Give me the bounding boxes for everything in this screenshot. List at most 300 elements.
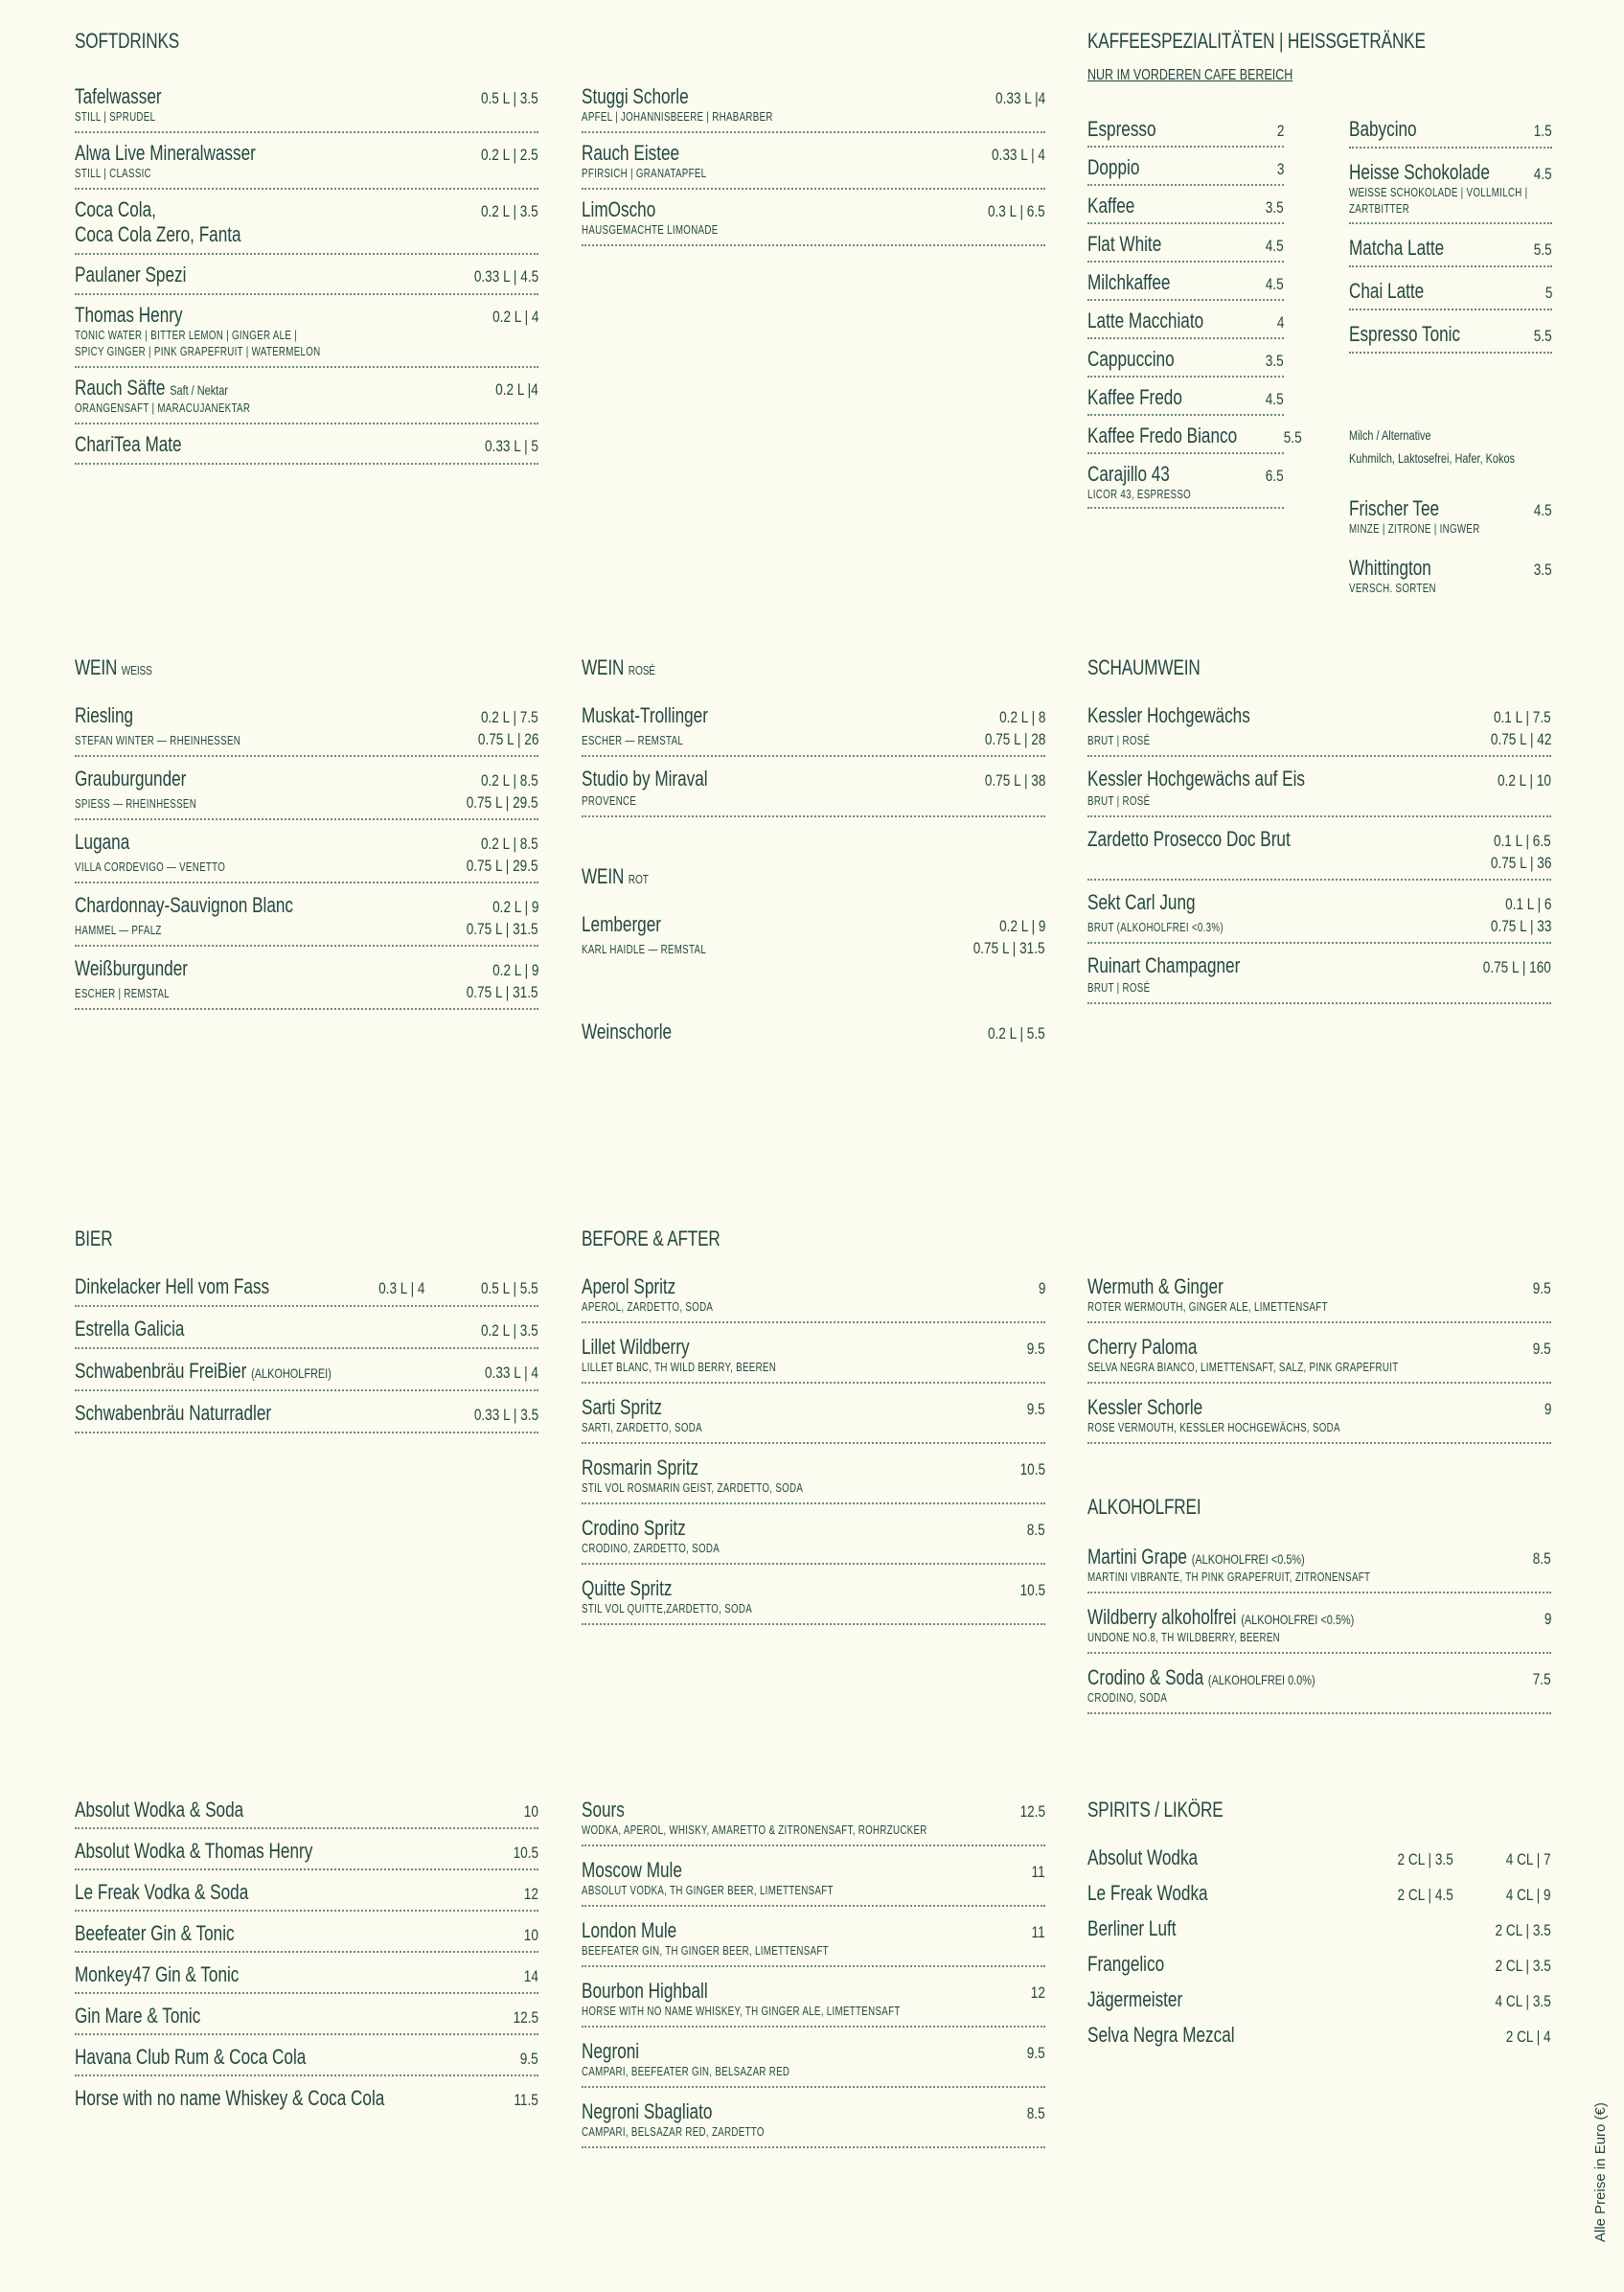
item-price: 0.2 L | 2.5: [481, 146, 538, 164]
item-name-text: Chai Latte: [1349, 279, 1425, 303]
item-price: 9.5: [1027, 1400, 1045, 1418]
item-row-second: [1087, 793, 1551, 810]
item-name-text: Dinkelacker Hell vom Fass: [75, 1274, 270, 1298]
menu-item: [1349, 160, 1552, 224]
item-price: 0.1 L | 6.5: [1494, 832, 1551, 850]
item-price-bottle: 0.75 L | 29.5: [467, 857, 538, 875]
item-name: [75, 2045, 306, 2070]
menu-item: [1087, 890, 1551, 944]
item-row: [75, 1839, 538, 1864]
item-row: [1087, 309, 1284, 333]
item-name: [75, 263, 186, 287]
item-row: [582, 141, 1045, 166]
item-name-text: Sarti Spritz: [582, 1395, 662, 1419]
item-price: 0.33 L | 4.5: [473, 267, 538, 286]
item-row: [1087, 462, 1284, 487]
menu-item: [582, 1516, 1045, 1565]
item-name-small: (ALKOHOLFREI 0.0%): [1207, 1672, 1315, 1687]
section-heading: SOFTDRINKS: [75, 29, 180, 53]
item-name: [1087, 827, 1291, 852]
item-name: [75, 1274, 269, 1299]
item-price: 9: [1038, 1279, 1045, 1297]
item-name: [75, 1359, 332, 1384]
menu-item: [75, 1839, 538, 1870]
item-row: [1087, 270, 1284, 295]
item-description: HAMMEL — PFALZ: [75, 924, 162, 937]
item-description: LILLET BLANC, TH WILD BERRY, BEEREN: [582, 1361, 777, 1374]
menu-item: [75, 141, 538, 190]
item-row: [1087, 1274, 1551, 1299]
item-description: MARTINI VIBRANTE, TH PINK GRAPEFRUIT, ZITRONENSAFT: [1087, 1570, 1371, 1584]
item-name-text: Crodino & Soda: [1087, 1665, 1204, 1689]
item-row: [75, 1962, 538, 1987]
item-row: [1087, 194, 1284, 218]
item-name: [1087, 1916, 1177, 1941]
item-name-text: Schwabenbräu FreiBier: [75, 1359, 247, 1383]
item-name-text: Chardonnay-Sauvignon Blanc: [75, 893, 294, 917]
item-name-text: Matcha Latte: [1349, 236, 1445, 260]
item-price: 9: [1544, 1610, 1551, 1628]
menu-item: [582, 767, 1045, 817]
item-price: 9.5: [1027, 2044, 1045, 2062]
item-price: 0.75 L | 160: [1482, 958, 1551, 976]
menu-item: [75, 767, 538, 820]
item-price: 0.33 L | 4: [485, 1364, 538, 1382]
item-row: [1087, 703, 1551, 728]
item-price: 2 CL | 3.5: [1495, 1957, 1551, 1975]
item-description: MINZE | ZITRONE | INGWER: [1349, 522, 1480, 536]
schaumwein-section: [1087, 655, 1551, 680]
item-description: STIL VOL ROSMARIN GEIST, ZARDETTO, SODA: [582, 1481, 804, 1495]
menu-item: [582, 1979, 1045, 2028]
item-row: [1087, 953, 1551, 978]
menu-item: [582, 2099, 1045, 2148]
menu-item: [1087, 117, 1284, 148]
item-name: [1087, 1845, 1198, 1870]
item-row: [582, 1455, 1045, 1480]
item-name: [75, 1839, 312, 1864]
item-price: 0.1 L | 6: [1504, 895, 1551, 913]
item-row: [75, 1921, 538, 1946]
item-row: [582, 1858, 1045, 1883]
item-name-text: Wermuth & Ginger: [1087, 1274, 1224, 1298]
item-name: [1087, 1335, 1197, 1360]
item-price: 0.2 L | 8: [998, 708, 1045, 726]
item-description: BRUT (ALKOHOLFREI <0.3%): [1087, 921, 1224, 934]
item-row: [582, 197, 1045, 222]
item-row: [1349, 117, 1552, 142]
item-name-text: Absolut Wodka: [1087, 1845, 1199, 1869]
item-price: 3.5: [1266, 198, 1284, 217]
item-price: 3.5: [1534, 561, 1552, 579]
before-after-column-2: [1087, 1274, 1551, 1455]
item-price: 12: [523, 1885, 538, 1903]
menu-item: [75, 956, 538, 1010]
section-heading: WEIN ROT: [582, 864, 649, 888]
item-name-text: Ruinart Champagner: [1087, 953, 1241, 977]
item-description: CAMPARI, BELSAZAR RED, ZARDETTO: [582, 2125, 765, 2139]
item-price-bottle: 0.75 L | 28: [984, 730, 1045, 748]
item-name: [75, 1401, 271, 1426]
item-row: [75, 263, 538, 287]
item-name: [75, 1921, 235, 1946]
menu-item: [1087, 1665, 1551, 1714]
item-price: 0.2 L |4: [495, 380, 538, 399]
item-name-text: Thomas Henry: [75, 303, 183, 327]
item-name-text: Bourbon Highball: [582, 1979, 708, 2003]
item-name: [582, 2039, 639, 2064]
menu-item: [1087, 1605, 1551, 1654]
item-description: ESCHER | REMSTAL: [75, 987, 170, 1000]
item-price: 12.5: [1019, 1802, 1045, 1821]
item-row: [1087, 117, 1284, 142]
item-name: [582, 1395, 662, 1420]
item-price: 4.5: [1266, 237, 1284, 255]
item-row: [75, 303, 538, 328]
item-row: [1349, 160, 1552, 185]
item-row: [1087, 1987, 1551, 2012]
item-price-bottle: 0.75 L | 31.5: [467, 983, 538, 1001]
section-heading: SPIRITS / LIKÖRE: [1087, 1798, 1224, 1822]
item-description: HORSE WITH NO NAME WHISKEY, TH GINGER ALE, LIMETTENSAFT: [582, 2005, 901, 2018]
item-name: [582, 1979, 708, 2004]
item-price: 1.5: [1534, 122, 1552, 140]
item-description: VERSCH. SORTEN: [1349, 582, 1436, 595]
item-name-text: Aperol Spritz: [582, 1274, 676, 1298]
item-price: 0.75 L | 38: [984, 771, 1045, 790]
menu-item: [75, 1401, 538, 1433]
item-price: 4: [1276, 313, 1284, 332]
item-name-text: Lillet Wildberry: [582, 1335, 690, 1359]
item-name-text: Crodino Spritz: [582, 1516, 686, 1540]
item-price: 4.5: [1266, 390, 1284, 408]
item-description: ROSE VERMOUTH, KESSLER HOCHGEWÄCHS, SODA: [1087, 1421, 1340, 1434]
item-row: [1087, 890, 1551, 915]
menu-item: [1087, 1274, 1551, 1323]
item-price: 10.5: [513, 1844, 538, 1862]
item-name: [582, 197, 655, 222]
item-name-text: Stuggi Schorle: [582, 84, 689, 108]
item-name-text: Estrella Galicia: [75, 1317, 185, 1341]
item-name: [1087, 385, 1182, 410]
kaffee-column-2: [1349, 117, 1552, 365]
item-row: [582, 84, 1045, 109]
item-price: 5: [1544, 284, 1552, 302]
menu-item: [1087, 1881, 1551, 1909]
item-row: [582, 2099, 1045, 2124]
item-row-second: [1087, 854, 1551, 873]
softdrinks-column-2: [582, 84, 1045, 254]
item-price: 0.2 L | 5.5: [988, 1024, 1045, 1043]
item-name-small: (ALKOHOLFREI <0.5%): [1191, 1551, 1305, 1567]
item-name: [1087, 117, 1156, 142]
item-description: STEFAN WINTER — RHEINHESSEN: [75, 734, 241, 747]
menu-item: [1349, 322, 1552, 354]
softdrinks-column-1: [75, 84, 538, 472]
item-name: [1349, 236, 1444, 261]
menu-item: [1087, 1545, 1551, 1593]
item-name: [582, 1274, 675, 1299]
item-description: CAMPARI, BEEFEATER GIN, BELSAZAR RED: [582, 2065, 790, 2078]
menu-item: [1349, 117, 1552, 149]
menu-item: [75, 1317, 538, 1349]
bier-list: [75, 1274, 538, 1443]
spirits-list: [1087, 1845, 1551, 2058]
milk-options: [1349, 424, 1552, 470]
item-price: 0.33 L | 3.5: [473, 1406, 538, 1424]
section-heading: WEIN ROSÉ: [582, 655, 655, 679]
menu-item: [582, 1798, 1045, 1846]
item-price: 0.2 L | 9: [998, 917, 1045, 935]
before-after-column-1: [582, 1274, 1045, 1637]
item-row: [1087, 767, 1551, 791]
item-name: [1087, 2023, 1235, 2048]
item-row: [1087, 232, 1284, 257]
item-name-text: Frischer Tee: [1349, 496, 1440, 520]
item-price: 8.5: [1027, 2104, 1045, 2122]
item-price: 11: [1031, 1863, 1045, 1881]
item-name-text: Wildberry alkoholfrei: [1087, 1605, 1237, 1629]
item-description: ZARTBITTER: [1349, 202, 1410, 216]
section-heading: BIER: [75, 1226, 113, 1250]
item-name: [75, 197, 241, 247]
item-price: 7.5: [1533, 1670, 1551, 1688]
item-name-text: LimOscho: [582, 197, 656, 221]
item-description: APFEL | JOHANNISBEERE | RHABARBER: [582, 110, 773, 124]
menu-item: [582, 1918, 1045, 1967]
menu-item: [1087, 462, 1284, 509]
item-name: Weinschorle: [582, 1020, 673, 1043]
menu-item: [1087, 194, 1284, 224]
wein-rot-section: [582, 864, 1045, 889]
item-row: [75, 1798, 538, 1822]
menu-item: [1349, 236, 1552, 267]
item-price: 4.5: [1266, 275, 1284, 293]
item-name-text: Grauburgunder: [75, 767, 187, 791]
item-row: [75, 1401, 538, 1426]
item-name-text: Cherry Paloma: [1087, 1335, 1198, 1359]
item-row: [1087, 155, 1284, 180]
item-name: [75, 1880, 248, 1905]
item-name-text: Havana Club Rum & Coca Cola: [75, 2045, 307, 2069]
item-row: [1087, 1881, 1551, 1906]
item-name-text: Rosmarin Spritz: [582, 1455, 699, 1479]
section-heading: SCHAUMWEIN: [1087, 655, 1201, 679]
item-name: [75, 956, 188, 981]
menu-item: [582, 1335, 1045, 1384]
item-price: 0.2 L | 3.5: [481, 202, 538, 220]
item-name: [1087, 1605, 1354, 1630]
item-row: [1087, 1665, 1551, 1690]
item-price: 9.5: [520, 2050, 538, 2068]
item-price: 0.33 L |4: [995, 89, 1045, 107]
menu-item: [1087, 1952, 1551, 1980]
item-description: TONIC WATER | BITTER LEMON | GINGER ALE |: [75, 329, 298, 342]
item-name: [1087, 270, 1170, 295]
item-price-bottle: 0.75 L | 36: [1490, 854, 1551, 872]
item-name-text: Negroni Sbagliato: [582, 2099, 713, 2123]
menu-item: [75, 303, 538, 368]
item-row-second: [1087, 730, 1551, 749]
item-name: [582, 1576, 672, 1601]
item-row: [75, 1359, 538, 1384]
item-price: 12.5: [513, 2008, 538, 2027]
item-description: STIL VOL QUITTE,ZARDETTO, SODA: [582, 1602, 753, 1616]
item-row-second: [1087, 980, 1551, 997]
menu-item: [1349, 496, 1552, 542]
footer-note: Alle Preise in Euro (€): [1592, 2102, 1609, 2242]
wein-rose-section: [582, 655, 1045, 680]
item-row: [75, 1880, 538, 1905]
item-name-text: Rauch Säfte: [75, 376, 166, 400]
before-after-section: [582, 1226, 1045, 1251]
item-price: 9.5: [1533, 1340, 1551, 1358]
section-heading: ALKOHOLFREI: [1087, 1495, 1201, 1519]
kaffee-column-2b: [1349, 496, 1552, 615]
item-name-text: Latte Macchiato: [1087, 309, 1204, 332]
menu-item: [582, 1274, 1045, 1323]
item-name: [1087, 155, 1139, 180]
item-description: SARTI, ZARDETTO, SODA: [582, 1421, 702, 1434]
item-row: [1087, 424, 1302, 448]
item-description: ESCHER — REMSTAL: [582, 734, 684, 747]
menu-item: [75, 893, 538, 947]
item-row-second: [75, 920, 538, 939]
menu-item: [1087, 827, 1551, 881]
menu-item: [1349, 556, 1552, 602]
item-description: LICOR 43, ESPRESSO: [1087, 488, 1192, 501]
menu-item: [1087, 232, 1284, 263]
item-row: [1087, 1545, 1551, 1570]
wein-weiss-list: [75, 703, 538, 1020]
item-price: 5.5: [1534, 327, 1552, 345]
schaumwein-list: [1087, 703, 1551, 1014]
menu-item: [1087, 953, 1551, 1004]
item-price: 0.5 L | 5.5: [481, 1279, 538, 1297]
menu-item: [1087, 1916, 1551, 1944]
item-name-text: Flat White: [1087, 232, 1162, 256]
item-name: [75, 2086, 384, 2111]
item-name: [582, 84, 689, 109]
item-name-text: Babycino: [1349, 117, 1417, 141]
item-name-text: Le Freak Vodka & Soda: [75, 1880, 249, 1904]
menu-item: [1087, 1987, 1551, 2015]
item-name: [1087, 890, 1196, 915]
item-name: [1087, 767, 1305, 791]
cocktails-list: [582, 1798, 1045, 2160]
item-price: 0.2 L | 8.5: [481, 771, 538, 790]
item-row: [1087, 347, 1284, 372]
menu-item: [1087, 767, 1551, 817]
item-price-small: 2 CL | 3.5: [1397, 1850, 1453, 1868]
milk-title: Milch / Alternative: [1349, 427, 1431, 443]
item-row: [582, 1979, 1045, 2004]
item-row: [1087, 1845, 1551, 1870]
menu-item: [75, 703, 538, 757]
item-row: [75, 2045, 538, 2070]
item-name: [1087, 424, 1237, 448]
item-row: [75, 956, 538, 981]
item-description: WEISSE SCHOKOLADE | VOLLMILCH |: [1349, 186, 1528, 199]
item-name-text: Negroni: [582, 2039, 640, 2063]
section-heading: BEFORE & AFTER: [582, 1226, 721, 1250]
item-name-text: Kaffee: [1087, 194, 1135, 218]
item-name: [1349, 556, 1431, 581]
item-name: [1087, 1665, 1315, 1690]
item-name-text: Monkey47 Gin & Tonic: [75, 1962, 240, 1986]
item-row: [1087, 827, 1551, 852]
item-name: [75, 141, 256, 166]
item-row-second: [75, 983, 538, 1002]
wein-rot-list: [582, 912, 1045, 974]
item-name: [1087, 309, 1203, 333]
item-price: 10.5: [1019, 1460, 1045, 1478]
item-row: [1349, 496, 1552, 521]
item-row: [75, 197, 538, 247]
menu-item: [75, 432, 538, 465]
menu-item: [75, 1798, 538, 1829]
menu-item: [1087, 385, 1284, 416]
item-name-small: (ALKOHOLFREI): [251, 1365, 332, 1381]
longdrinks-list: [75, 1798, 538, 2125]
item-price: 9.5: [1027, 1340, 1045, 1358]
item-row-second: [582, 939, 1045, 958]
item-name: [582, 1335, 690, 1360]
item-row: [1349, 236, 1552, 261]
item-description: KARL HAIDLE — REMSTAL: [582, 943, 707, 956]
item-row: [1087, 1952, 1551, 1977]
item-name: [1087, 194, 1134, 218]
item-name: [1087, 1274, 1224, 1299]
menu-item: [75, 376, 538, 424]
item-description: SPIESS — RHEINHESSEN: [75, 797, 197, 811]
bier-section: [75, 1226, 538, 1251]
milk-options-list: Kuhmilch, Laktosefrei, Hafer, Kokos: [1349, 450, 1515, 466]
item-description: BRUT | ROSÉ: [1087, 981, 1151, 995]
item-name: [1087, 1987, 1182, 2012]
item-price: 9.5: [1533, 1279, 1551, 1297]
item-row: [75, 432, 538, 457]
menu-item: [75, 2086, 538, 2116]
item-row: [582, 1516, 1045, 1541]
item-description: ABSOLUT VODKA, TH GINGER BEER, LIMETTENSAFT: [582, 1884, 834, 1897]
item-name-small: (ALKOHOLFREI <0.5%): [1241, 1612, 1355, 1627]
item-name-text: Whittington: [1349, 556, 1431, 580]
item-name-text: Kessler Schorle: [1087, 1395, 1203, 1419]
item-price-bottle: 0.75 L | 26: [477, 730, 538, 748]
item-row: [75, 376, 538, 401]
menu-item: [75, 197, 538, 255]
item-name-text: Lemberger: [582, 912, 661, 936]
item-name-text: London Mule: [582, 1918, 677, 1942]
item-price: 2: [1276, 122, 1284, 140]
item-name: [1087, 1395, 1202, 1420]
item-name-text: Muskat-Trollinger: [582, 703, 708, 727]
item-name-text: Quitte Spritz: [582, 1576, 673, 1600]
item-description: BEEFEATER GIN, TH GINGER BEER, LIMETTENSAFT: [582, 1944, 829, 1958]
item-price: 0.2 L | 9: [492, 961, 538, 979]
item-name-text: Espresso Tonic: [1349, 322, 1461, 346]
item-description: UNDONE NO.8, TH WILDBERRY, BEEREN: [1087, 1631, 1281, 1644]
item-row: [75, 141, 538, 166]
item-price: 10: [523, 1802, 538, 1821]
menu-item: [582, 1455, 1045, 1504]
item-price-small: 0.3 L | 4: [377, 1279, 425, 1297]
item-price: 4 CL | 7: [1506, 1850, 1551, 1868]
item-row: [75, 703, 538, 728]
menu-item: [1087, 2023, 1551, 2051]
item-name: [1087, 1545, 1305, 1570]
